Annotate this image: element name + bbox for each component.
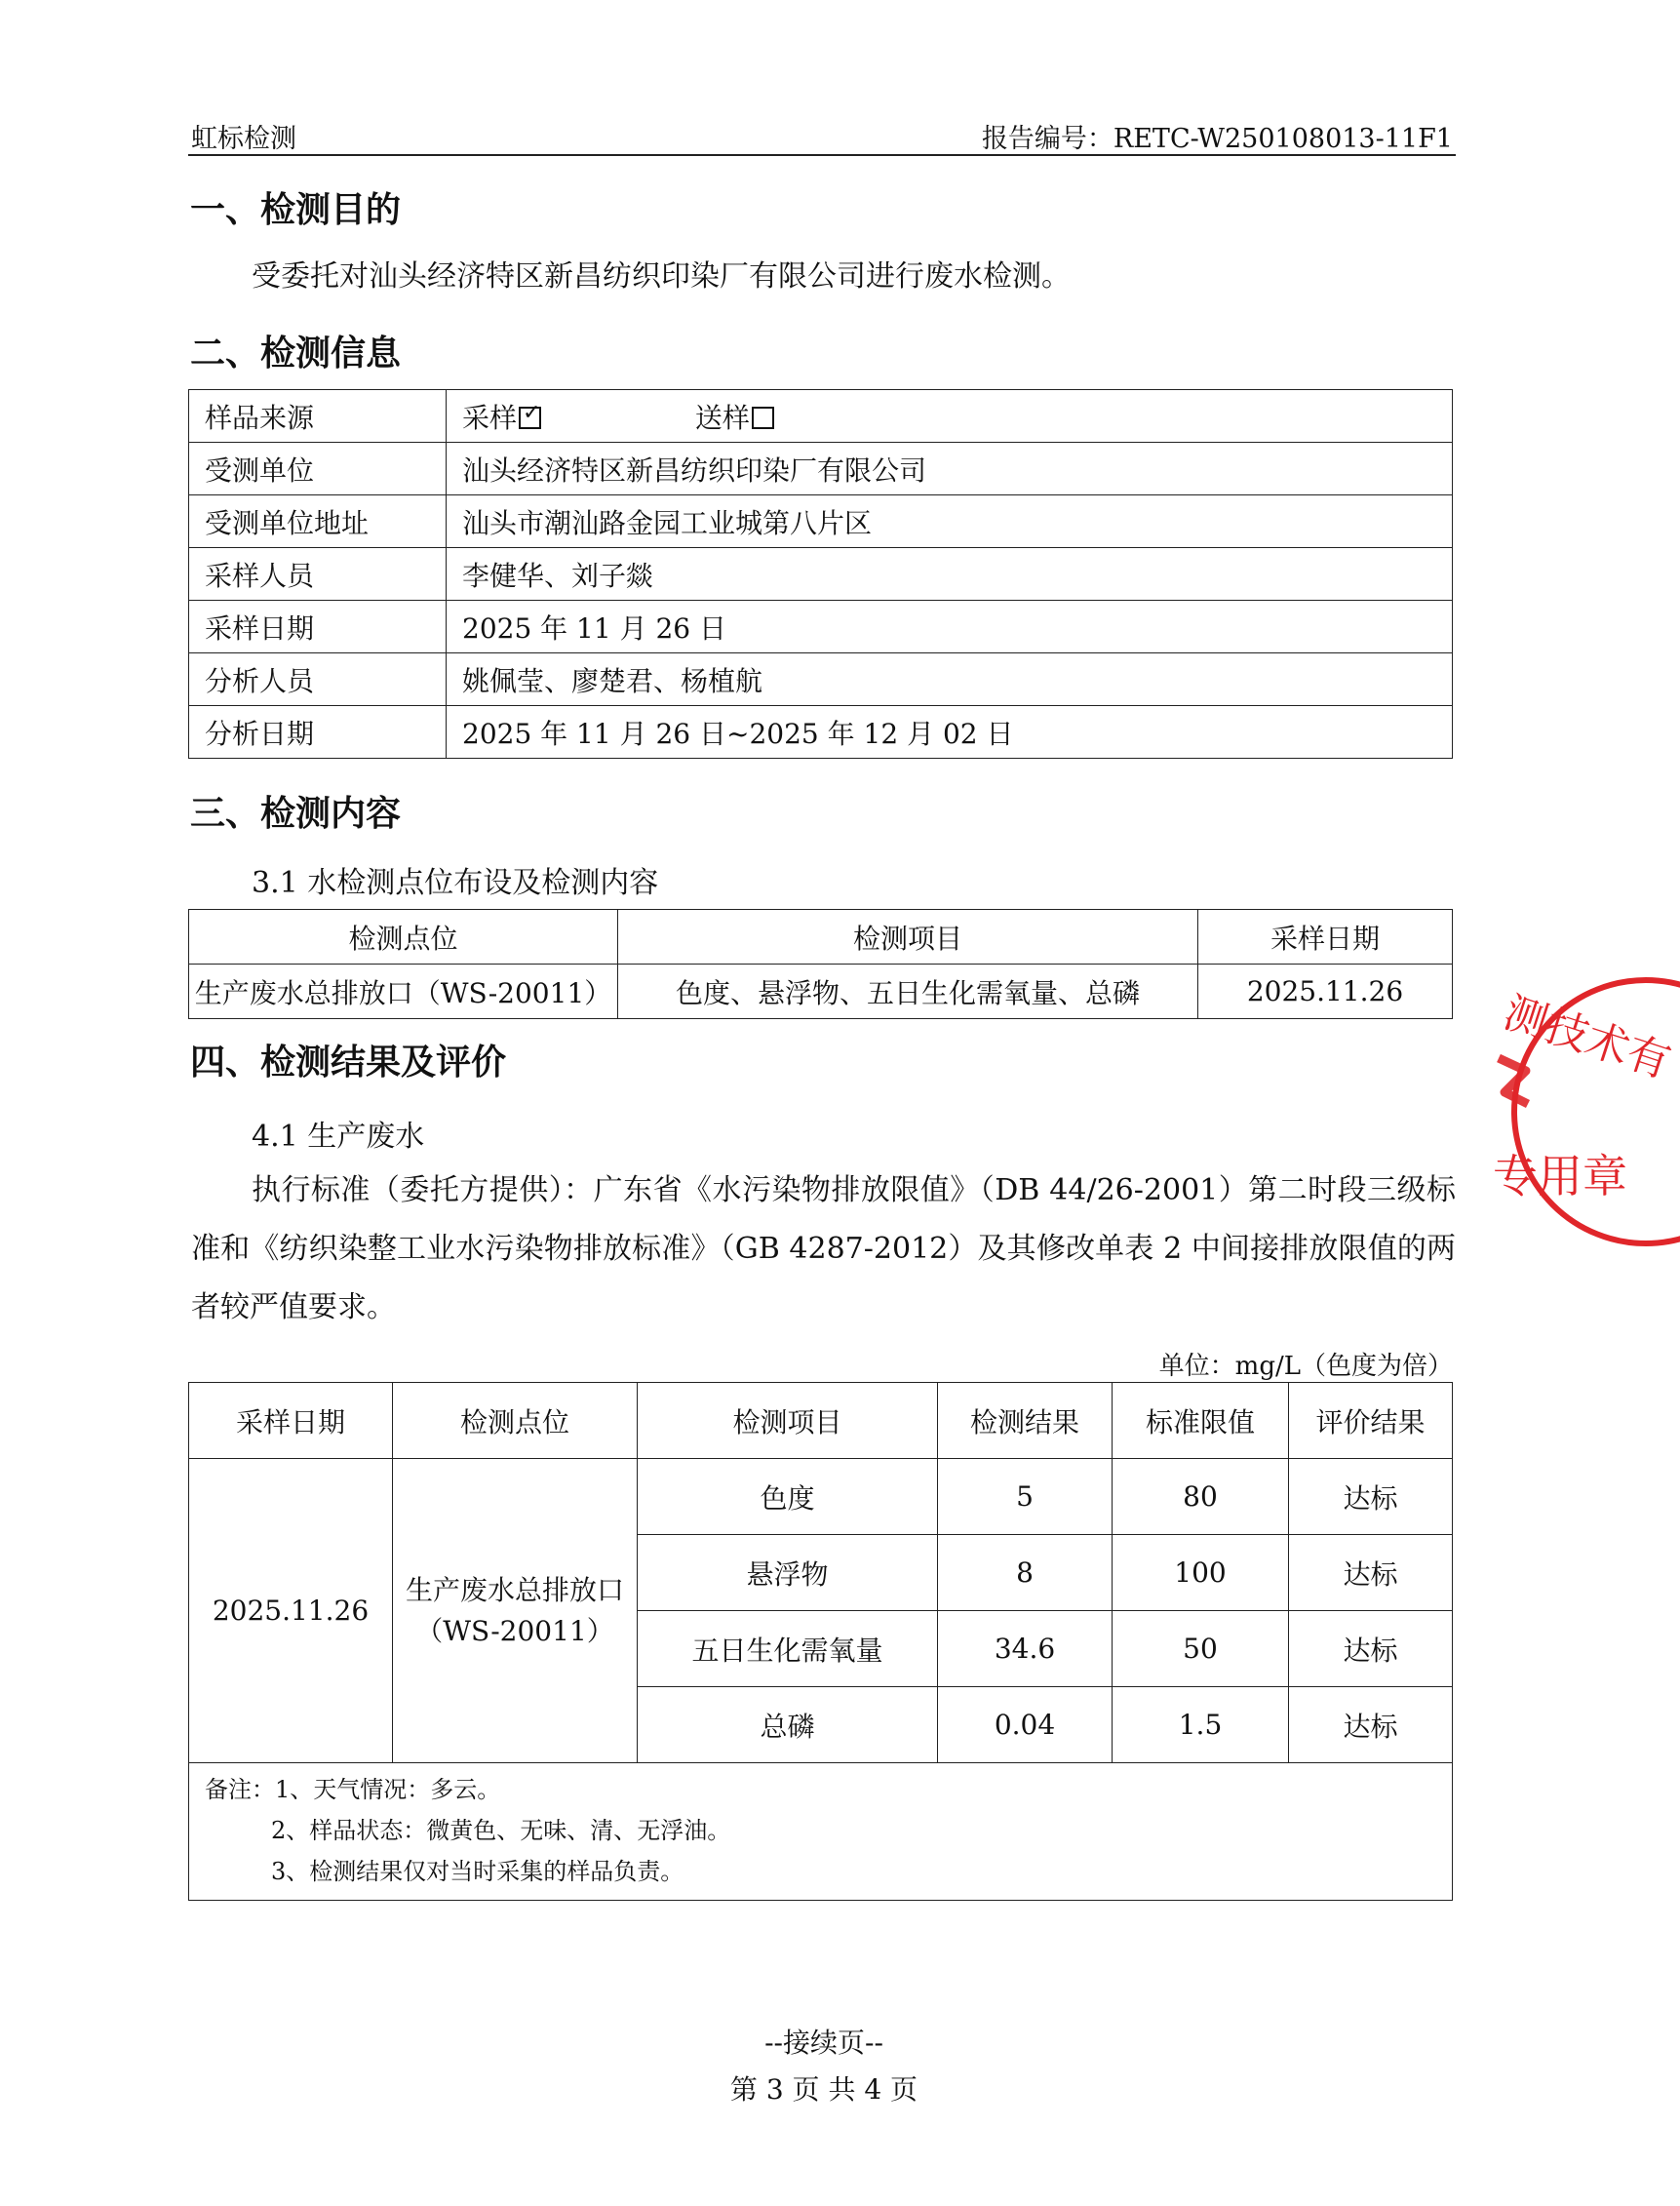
- info-row: [189, 390, 1453, 443]
- info-value: 2025 年 11 月 26 日~2025 年 12 月 02 日: [447, 706, 1453, 759]
- info-row: [189, 706, 1453, 759]
- svg-text:测技术有: 测技术有: [1498, 987, 1677, 1088]
- info-key: 受测单位地址: [189, 495, 447, 548]
- info-row: [189, 548, 1453, 601]
- limit-cell: 100: [1113, 1535, 1289, 1611]
- result-cell: 5: [938, 1459, 1113, 1535]
- eval-cell: 达标: [1289, 1459, 1453, 1535]
- point-code: （WS-20011）: [415, 1614, 614, 1647]
- info-key: 采样人员: [189, 548, 447, 601]
- table-header-row: [189, 910, 1453, 965]
- column-header: 检测项目: [638, 1383, 938, 1459]
- column-header: 检测点位: [189, 910, 618, 965]
- info-row: [189, 601, 1453, 653]
- info-key: 受测单位: [189, 443, 447, 495]
- table-header-row: [189, 1383, 1453, 1459]
- result-cell: 34.6: [938, 1611, 1113, 1687]
- table-cell: 2025.11.26: [1198, 965, 1453, 1019]
- info-key: 样品来源: [189, 390, 447, 443]
- column-header: 采样日期: [1198, 910, 1453, 965]
- note-line: 2、样品状态：微黄色、无味、清、无浮油。: [271, 1817, 731, 1844]
- location-table: [188, 909, 1453, 1019]
- sample-date-cell: 2025.11.26: [189, 1459, 393, 1763]
- info-row: [189, 443, 1453, 495]
- limit-cell: 80: [1113, 1459, 1289, 1535]
- eval-cell: 达标: [1289, 1611, 1453, 1687]
- results-table: [188, 1382, 1453, 1901]
- column-header: 检测结果: [938, 1383, 1113, 1459]
- limit-cell: 1.5: [1113, 1687, 1289, 1763]
- result-cell: 0.04: [938, 1687, 1113, 1763]
- info-key: 分析人员: [189, 653, 447, 706]
- info-key: 采样日期: [189, 601, 447, 653]
- standard-paragraph: 执行标准（委托方提供）：广东省《水污染物排放限值》（DB 44/26-2001）第二时段三级标准和《纺织染整工业水污染物排放标准》（GB 4287-2012）及其修改单表 2 中间接排放限值的两者较严值要求。: [191, 1173, 1456, 1324]
- point-name: 生产废水总排放口: [405, 1573, 624, 1606]
- continued-label: --接续页--: [764, 2027, 883, 2059]
- checkbox-checked-icon: ✓: [519, 407, 541, 429]
- column-header: 标准限值: [1113, 1383, 1289, 1459]
- checkbox-unchecked-icon: [752, 407, 774, 429]
- limit-cell: 50: [1113, 1611, 1289, 1687]
- header-report-number: 报告编号：RETC-W250108013-11F1: [981, 124, 1453, 154]
- header-divider: [188, 154, 1456, 156]
- official-seal-stamp: [1485, 956, 1680, 1248]
- page-number: 第 3 页 共 4 页: [729, 2073, 918, 2106]
- info-value: 2025 年 11 月 26 日: [447, 601, 1453, 653]
- section2-title: 二、检测信息: [190, 334, 402, 374]
- info-value: 汕头经济特区新昌纺织印染厂有限公司: [447, 443, 1453, 495]
- notes-cell: [189, 1763, 1453, 1901]
- section3-title: 三、检测内容: [190, 794, 402, 834]
- note-line: 备注：1、天气情况：多云。: [205, 1776, 501, 1803]
- item-cell: 五日生化需氧量: [638, 1611, 938, 1687]
- column-header: 评价结果: [1289, 1383, 1453, 1459]
- notes-row: [189, 1763, 1453, 1901]
- info-row: [189, 495, 1453, 548]
- section4-subtitle: 4.1 生产废水: [252, 1120, 425, 1154]
- header-company: 虹标检测: [191, 124, 296, 154]
- table-cell: 色度、悬浮物、五日生化需氧量、总磷: [618, 965, 1198, 1019]
- eval-cell: 达标: [1289, 1535, 1453, 1611]
- note-line: 3、检测结果仅对当时采集的样品负责。: [271, 1858, 684, 1885]
- section1-text: 受委托对汕头经济特区新昌纺织印染厂有限公司进行废水检测。: [252, 259, 1071, 294]
- item-cell: 悬浮物: [638, 1535, 938, 1611]
- option-sampling-label: 采样: [462, 401, 518, 434]
- info-row: [189, 653, 1453, 706]
- sample-source-cell: [447, 390, 1453, 443]
- table-cell: 生产废水总排放口（WS-20011）: [189, 965, 618, 1019]
- svg-text:专用章: 专用章: [1493, 1150, 1627, 1202]
- result-cell: 8: [938, 1535, 1113, 1611]
- eval-cell: 达标: [1289, 1687, 1453, 1763]
- info-table: [188, 389, 1453, 759]
- column-header: 采样日期: [189, 1383, 393, 1459]
- table-row: [189, 1459, 1453, 1535]
- table-row: [189, 965, 1453, 1019]
- option-delivery-label: 送样: [694, 401, 750, 434]
- section3-subtitle: 3.1 水检测点位布设及检测内容: [252, 866, 659, 900]
- info-value: 李健华、刘子燚: [447, 548, 1453, 601]
- item-cell: 总磷: [638, 1687, 938, 1763]
- info-key: 分析日期: [189, 706, 447, 759]
- column-header: 检测项目: [618, 910, 1198, 965]
- info-value: 姚佩莹、廖楚君、杨植航: [447, 653, 1453, 706]
- sample-point-cell: [393, 1459, 638, 1763]
- unit-label: 单位：mg/L（色度为倍）: [1158, 1352, 1453, 1381]
- item-cell: 色度: [638, 1459, 938, 1535]
- info-value: 汕头市潮汕路金园工业城第八片区: [447, 495, 1453, 548]
- section1-title: 一、检测目的: [190, 190, 402, 230]
- column-header: 检测点位: [393, 1383, 638, 1459]
- section4-title: 四、检测结果及评价: [190, 1043, 507, 1083]
